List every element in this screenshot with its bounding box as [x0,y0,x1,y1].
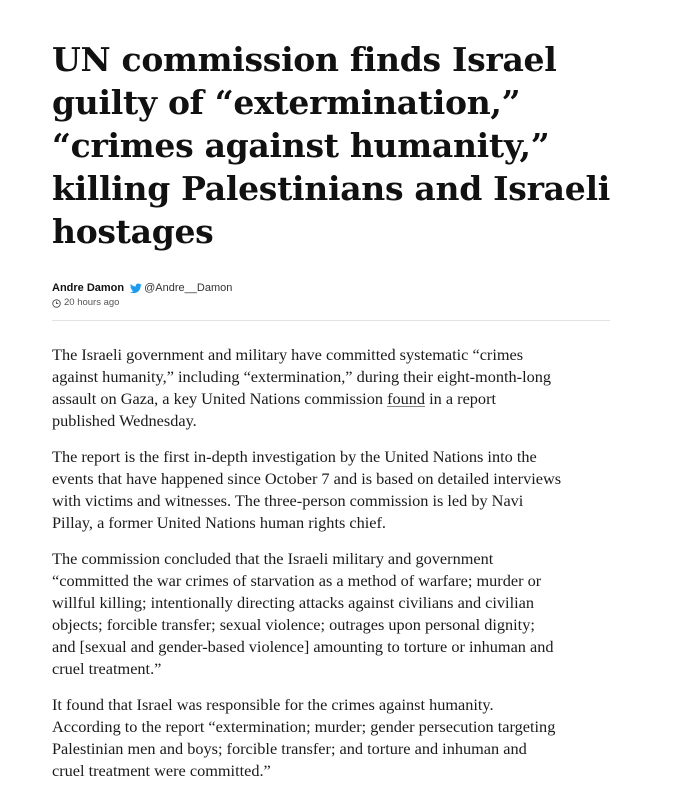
twitter-bird-icon [130,283,142,294]
paragraph-4: It found that Israel was responsible for the crimes against humanity. According to the report “extermination; murder; gender persecution targeting Palestinian men and boys; forcible transfer; and torture and inhuman and cruel treatment were committed.” [52,695,556,780]
timestamp-text: 20 hours ago [64,297,120,308]
paragraph-1-text-before: The Israeli government and military have committed systematic “crimes against humanity,” including “extermination,” during their eight-month-long assault on Gaza, a key United Nations commission [52,345,552,408]
paragraph-3: The commission concluded that the Israeli military and government “committed the war crimes of starvation as a method of warfare; murder or willful killing; intentionally directing attacks against civilians and civilian objects; forcible transfer; sexual violence; outrages upon personal dignity; and [sexual and gender-based violence] amounting to torture or inhuman and cruel treatment.” [52,549,554,678]
paragraph-1 [52,344,562,432]
paragraph-2: The report is the first in-depth investigation by the United Nations into the events that have happened since October 7 and is based on detailed interviews with victims and witnesses. The three-person commission is led by Navi Pillay, a former United Nations human rights chief. [52,447,562,532]
publish-timestamp [52,297,119,309]
byline [52,281,232,295]
found-report-link[interactable]: found [387,389,426,408]
article-body [52,344,562,796]
twitter-handle: @Andre__Damon [144,282,233,294]
clock-icon [52,299,61,308]
byline-divider [52,320,610,321]
author-name[interactable]: Andre Damon [52,282,125,294]
paragraph-1-text-after: in a report published Wednesday. [52,389,497,430]
twitter-handle-link[interactable] [130,281,232,295]
article-headline: UN commission finds Israel guilty of “extermination,” “crimes against humanity,” killing Palestinians and Israeli hostages [52,40,610,251]
